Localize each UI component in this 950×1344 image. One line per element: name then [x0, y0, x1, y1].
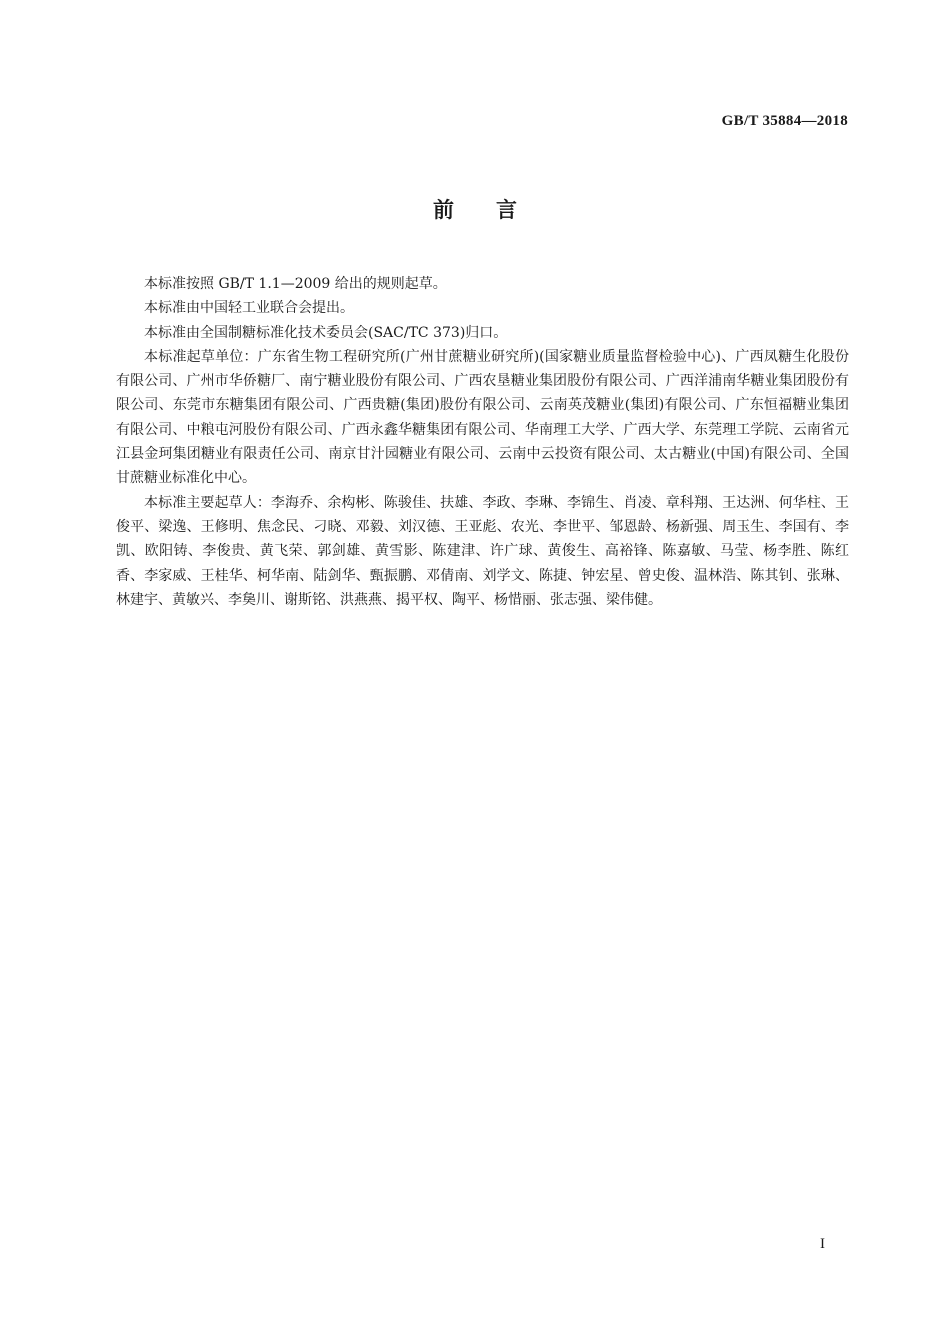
- standard-code: GB/T 35884—2018: [721, 113, 848, 129]
- paragraph-drafting-rules: 本标准按照 GB/T 1.1—2009 给出的规则起草。: [144, 276, 447, 292]
- page-title: 前言: [433, 198, 559, 222]
- paragraph-proposed-by: 本标准由中国轻工业联合会提出。: [144, 300, 354, 317]
- foreword-body: [116, 272, 849, 612]
- page-number: I: [820, 1236, 825, 1252]
- paragraph-main-drafters: 本标准主要起草人：李海乔、余构彬、陈骏佳、扶雄、李政、李琳、李锦生、肖凌、章科翔、王达洲、何华柱、王俊平、梁逸、王修明、焦念民、刁晓、邓毅、刘汉德、王亚彪、农光、李世平、邹恩龄、杨新强、周玉生、李国有、李凯、欧阳铸、李俊贵、黄飞荣、郭剑雄、黄雪影、陈建津、许广球、黄俊生、高裕锋、陈嘉敏、马莹、杨李胜、陈红香、李家威、王桂华、柯华南、陆剑华、甄振鹏、邓倩南、刘学文、陈捷、钟宏星、曾史俊、温林浩、陈其钊、张琳、林建宇、黄敏兴、李㚟川、谢斯铭、洪燕燕、揭平权、陶平、杨惜丽、张志强、梁伟健。: [116, 494, 849, 608]
- paragraph-under-jurisdiction: 本标准由全国制糖标准化技术委员会(SAC/TC 373)归口。: [144, 324, 508, 341]
- paragraph-drafting-units: 本标准起草单位：广东省生物工程研究所(广州甘蔗糖业研究所)(国家糖业质量监督检验中心)、广西凤糖生化股份有限公司、广州市华侨糖厂、南宁糖业股份有限公司、广西农垦糖业集团股份有限公司、广西洋浦南华糖业集团股份有限公司、东莞市东糖集团有限公司、广西贵糖(集团)股份有限公司、云南英茂糖业(集团)有限公司、广东恒福糖业集团有限公司、中粮屯河股份有限公司、广西永鑫华糖集团有限公司、华南理工大学、广西大学、东莞理工学院、云南省元江县金珂集团糖业有限责任公司、南京甘汁园糖业有限公司、云南中云投资有限公司、太古糖业(中国)有限公司、全国甘蔗糖业标准化中心。: [116, 348, 849, 487]
